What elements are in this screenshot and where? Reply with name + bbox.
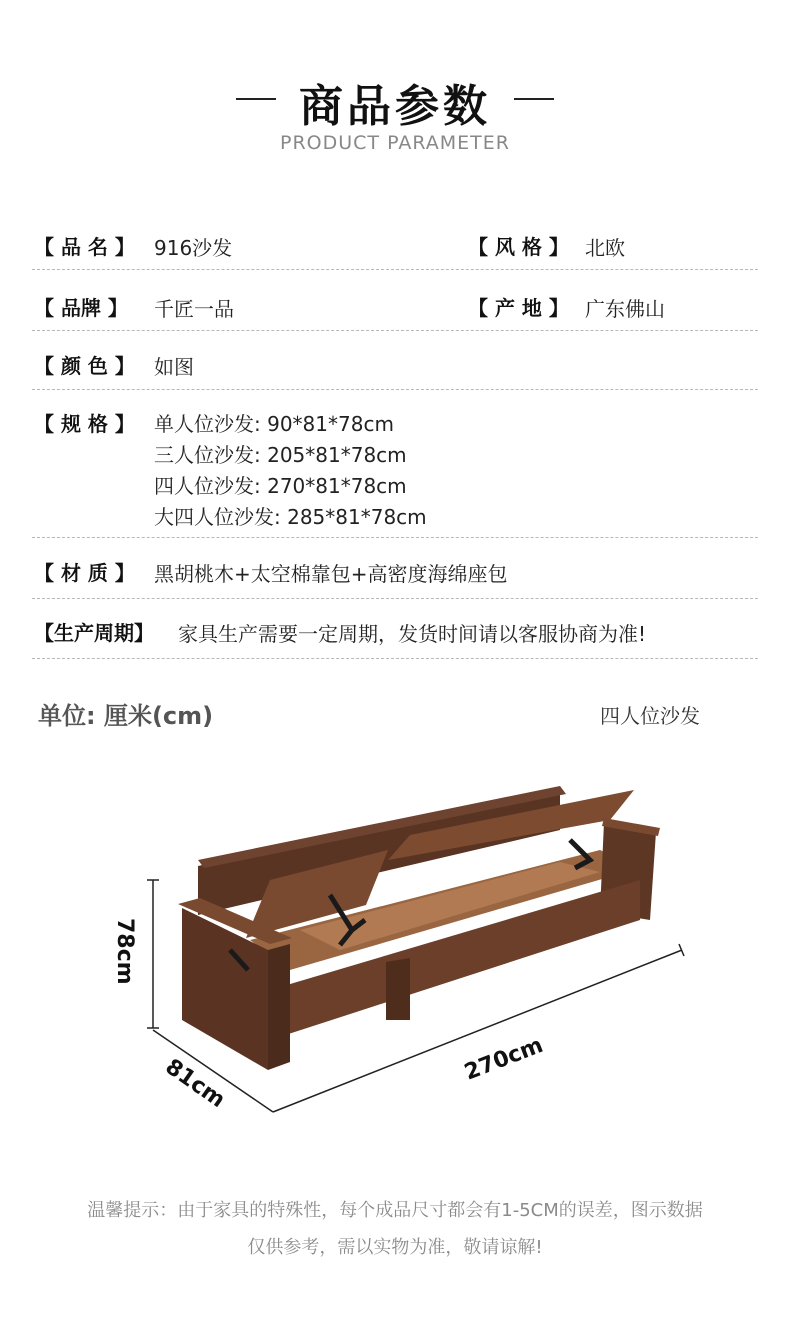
material-value: 黑胡桃木+太空棉靠包+高密度海绵座包 [154,562,508,586]
style-label: 【 风 格 】 [468,235,569,259]
tip-line-2: 仅供参考，需以实物为准，敬请谅解! [247,1237,543,1258]
sofa-front-middle [386,958,410,1020]
unit-label: 单位: 厘米(cm) [38,702,214,730]
name-label: 【 品 名 】 [34,235,135,259]
brand-value: 千匠一品 [154,297,234,321]
brand-label: 【 品牌 】 [34,296,128,320]
spec-label: 【 规 格 】 [34,412,135,436]
divider [32,269,758,270]
name-value: 916沙发 [154,236,233,260]
page-title: 商品参数 [299,81,491,132]
spec-item: 单人位沙发: 90*81*78cm [154,412,394,436]
style-value: 北欧 [585,236,625,260]
color-value: 如图 [154,355,194,379]
page-subtitle: PRODUCT PARAMETER [280,132,510,154]
divider [32,330,758,331]
tip-line-1: 温馨提示：由于家具的特殊性，每个成品尺寸都会有1-5CM的误差，图示数据 [87,1200,703,1221]
origin-value: 广东佛山 [585,297,665,321]
depth-dim-label: 81cm [160,1054,230,1114]
material-label: 【 材 质 】 [34,561,135,585]
cycle-value: 家具生产需要一定周期，发货时间请以客服协商为准! [178,622,647,646]
color-label: 【 颜 色 】 [34,354,135,378]
divider [32,658,758,659]
origin-label: 【 产 地 】 [468,296,569,320]
divider [32,389,758,390]
sofa-diagram [0,770,790,1130]
divider [32,537,758,538]
width-dim-tick [679,944,684,956]
model-label: 四人位沙发 [600,704,700,728]
spec-item: 三人位沙发: 205*81*78cm [154,443,407,467]
sofa-left-arm-front [268,944,290,1070]
divider [32,598,758,599]
spec-item: 大四人位沙发: 285*81*78cm [154,505,427,529]
height-dim-label: 78cm [112,918,137,985]
width-dim-label: 270cm [461,1032,547,1086]
spec-item: 四人位沙发: 270*81*78cm [154,474,407,498]
cycle-label: 【生产周期】 [34,621,154,645]
